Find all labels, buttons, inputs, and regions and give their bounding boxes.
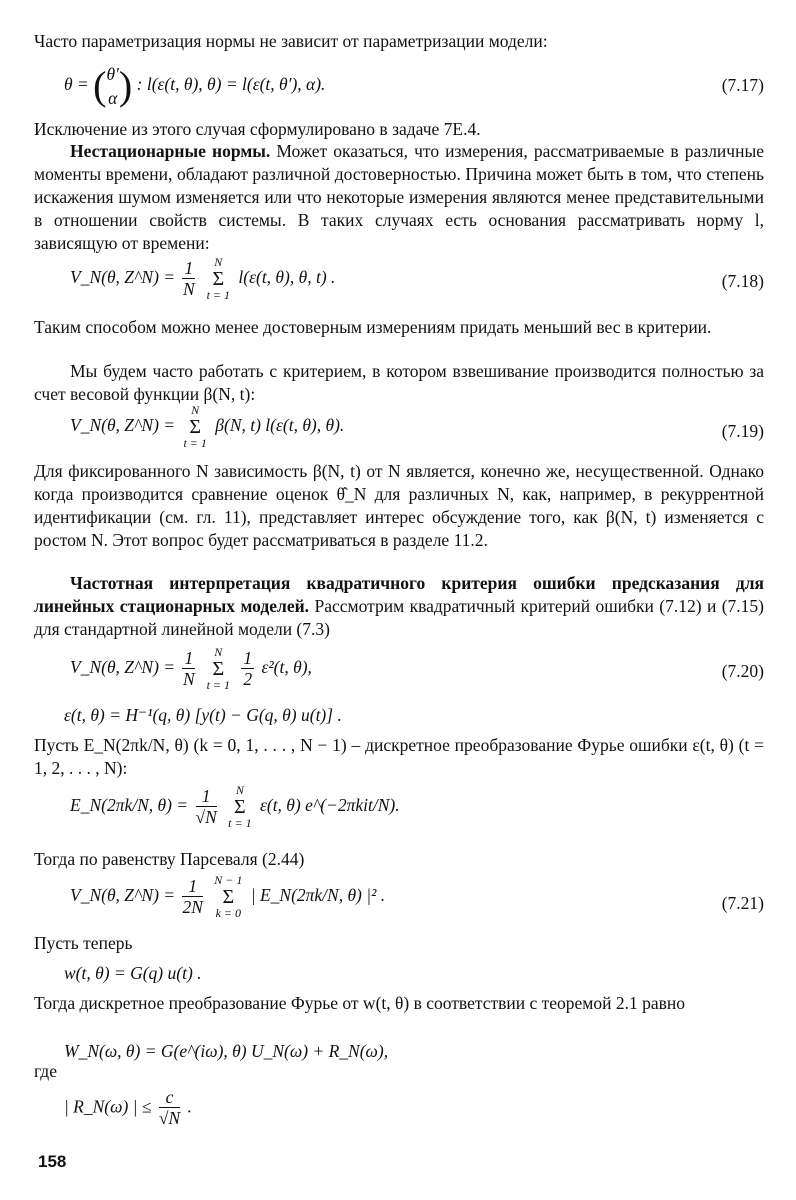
eq717-lhs: θ = [64,74,89,95]
equation-R [64,1088,192,1129]
paragraph-nonstationary-text: Может оказаться, что измерения, рассматриваемые в различные моменты времени, обладают различной достоверностью. Причина может быть в том, что степень искажения шумом изменяется или что некоторые измерения являются менее представительными в отношении свойств системы. В таких случаях есть основания рассматривать норму l, зависящую от времени: [34,141,764,253]
eq720-sum-bottom: t = 1 [206,678,231,692]
equation-fourier-transform: E_N(2πk/N, θ) = $\frac{1}{√N}$ N Σ t = 1 ε(t, θ) e^(−2πkit/N). [70,783,400,830]
eq719-sum-top: N [191,403,200,417]
eq-r-frac-num: c [159,1088,180,1108]
equation-7-20: V_N(θ, Z^N) = $\frac{1}{N}$ N Σ t = 1 $\frac{1}{2}$ ε²(t, θ), [70,645,312,692]
paragraph-intro: Часто параметризация нормы не зависит от параметризации модели: [34,31,548,51]
paragraph-where: где [34,1061,57,1081]
eq718-rhs: l(ε(t, θ), θ, t) . [238,267,336,288]
eq-en-lhs: E_N(2πk/N, θ) = [70,795,189,816]
eq721-lhs: V_N(θ, Z^N) = [70,885,176,906]
paragraph-theorem: Тогда дискретное преобразование Фурье от w(t, θ) в соответствии с теоремой 2.1 равно [34,993,686,1013]
equation-label-7-17: (7.17) [721,75,764,95]
eq720-sum-top: N [214,645,223,659]
eq-r-rhs: . [187,1096,192,1117]
equation-label-7-21: (7.21) [721,893,764,913]
eq720-frac-num: 1 [184,647,194,668]
paragraph-weights: Таким способом можно менее достоверным измерениям придать меньший вес в критерии. [34,317,712,337]
paragraph-fixed-n: Для фиксированного N зависимость β(N, t) от N является, конечно же, несущественной. Однако когда производится сравнение оценок θ̂_N для различных N, как, например, в рекуррентной идентификации (см. гл. 11), представляет интерес обсуждение того, как β(N, t) изменяется с ростом N. Этот вопрос будет рассматриваться в разделе 11.2. [34,461,764,550]
eq720-frac2-den: 2 [243,668,253,689]
eq-r-frac-den: √N [158,1108,181,1128]
equation-label-7-18: (7.18) [721,271,764,291]
eq-r-lhs: | R_N(ω) | ≤ [64,1096,152,1117]
equation-label-7-20: (7.20) [721,661,764,681]
eq718-lhs: V_N(θ, Z^N) = [70,267,176,288]
paragraph-parseval: Тогда по равенству Парсеваля (2.44) [34,849,305,869]
eq721-sum-bottom: k = 0 [215,906,242,920]
equation-7-17: θ = ( θ′ α ) : l(ε(t, θ), θ) = l(ε(t, θ′), α). [64,63,326,108]
eq720-frac2-num: 1 [243,647,253,668]
equation-w: w(t, θ) = G(q) u(t) . [64,963,202,983]
equation-7-19: V_N(θ, Z^N) = N Σ t = 1 β(N, t) l(ε(t, θ), θ). [70,403,345,450]
paragraph-frequency-text: Рассмотрим квадратичный критерий ошибки (7.12) и (7.15) для стандартной линейной модели (7.3) [34,596,764,639]
eq-en-frac-num: 1 [196,787,217,807]
eq717-rhs: : l(ε(t, θ), θ) = l(ε(t, θ′), α). [136,74,326,95]
eq720-frac-den: N [183,668,195,689]
eq-en-frac-den: √N [195,806,217,827]
eq717-top: θ′ [106,64,119,84]
page-number: 158 [38,1152,67,1171]
eq717-bottom: α [108,88,118,108]
eq720-rhs: ε²(t, θ), [261,657,312,678]
paragraph-frequency [34,572,764,641]
eq721-sum-top: N − 1 [214,873,243,887]
eq718-frac-num: 1 [184,257,194,278]
eq718-sum-bottom: t = 1 [206,288,231,302]
eq720-lhs: V_N(θ, Z^N) = [70,657,176,678]
eq721-frac-num: 1 [182,877,202,897]
equation-7-21: V_N(θ, Z^N) = $\frac{1}{2N}$ N − 1 Σ k = 0 | E_N(2πk/N, θ) |² . [70,873,386,920]
equation-prediction-error: ε(t, θ) = H⁻¹(q, θ) [y(t) − G(q, θ) u(t)] . [64,705,342,725]
equation-W: W_N(ω, θ) = G(e^(iω), θ) U_N(ω) + R_N(ω), [64,1041,389,1061]
eq721-rhs: | E_N(2πk/N, θ) |² . [250,885,386,906]
eq721-frac-den: 2N [182,896,203,917]
eq719-rhs: β(N, t) l(ε(t, θ), θ). [215,415,345,436]
equation-7-18: V_N(θ, Z^N) = $\frac{1}{N}$ N Σ t = 1 l(ε(t, θ), θ, t) . [70,255,336,302]
eq-en-rhs: ε(t, θ) e^(−2πkit/N). [259,795,400,816]
eq-en-sum-bottom: t = 1 [228,816,252,830]
paragraph-now: Пусть теперь [34,933,133,953]
eq718-sum-top: N [214,255,223,269]
eq-en-sum-top: N [235,783,244,797]
eq719-lhs: V_N(θ, Z^N) = [70,415,176,436]
heading-nonstationary: Нестационарные нормы. [70,141,271,161]
equation-label-7-19: (7.19) [721,421,764,441]
heading-frequency: Частотная интерпретация квадратичного критерия ошибки предсказания для линейных стационарных моделей. [34,573,764,616]
eq719-sum-bottom: t = 1 [183,436,207,450]
paragraph-nonstationary [34,140,764,255]
paragraph-exception: Исключение из этого случая сформулировано в задаче 7Е.4. [34,119,481,139]
paragraph-weighting-function: Мы будем часто работать с критерием, в котором взвешивание производится полностью за счет весовой функции β(N, t): [34,361,764,404]
eq718-frac-den: N [183,278,195,299]
paragraph-fourier: Пусть E_N(2πk/N, θ) (k = 0, 1, . . . , N − 1) – дискретное преобразование Фурье ошибки ε(t, θ) (t = 1, 2, . . . , N): [34,735,764,778]
